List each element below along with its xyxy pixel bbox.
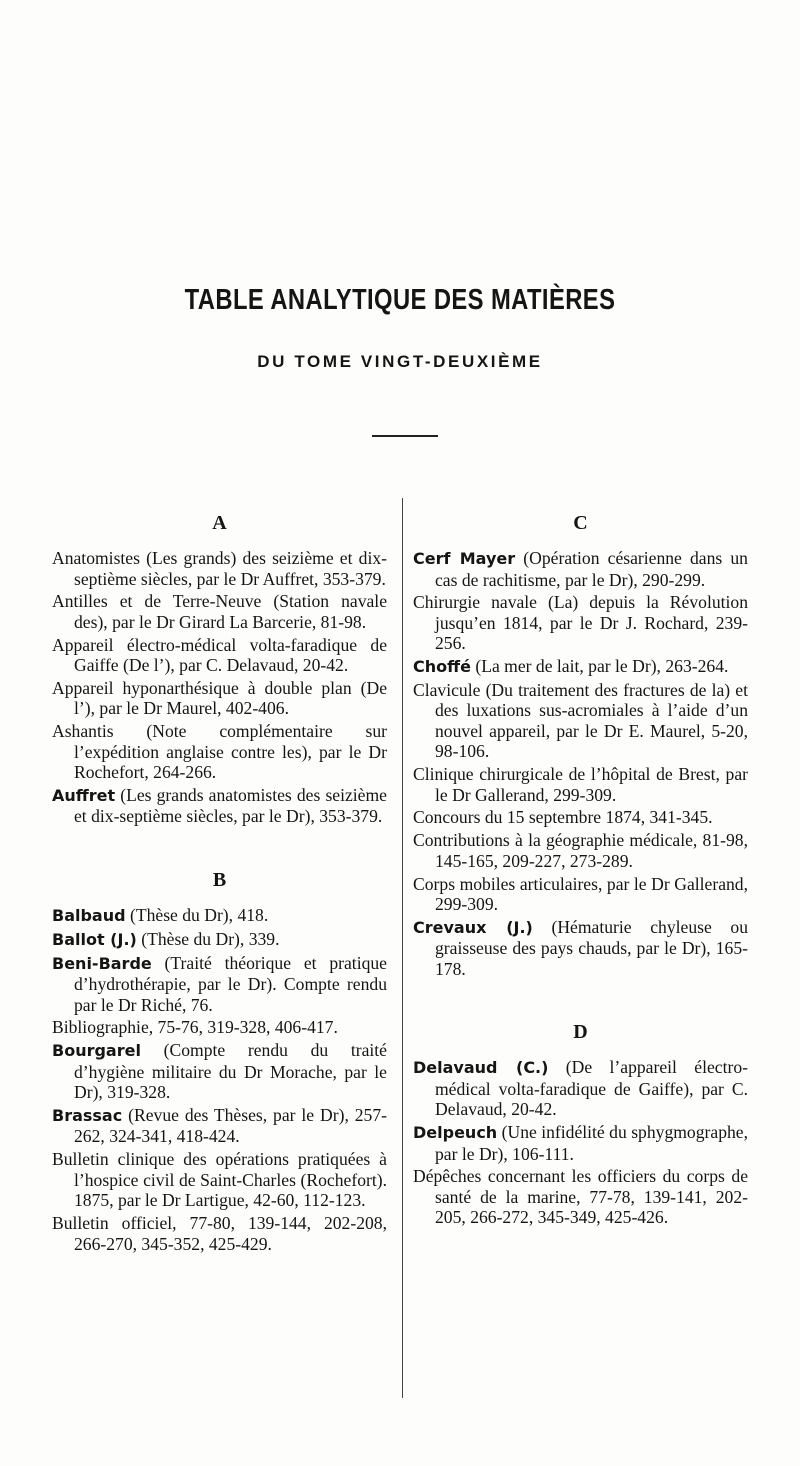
entry-headword: Bourgarel	[52, 1041, 141, 1061]
section-letter: C	[573, 512, 588, 534]
entry-headword: Beni-Barde	[52, 953, 152, 973]
entry-text: (Revue des Thèses, par le Dr), 257-262, 324-341, 418-424.	[74, 1104, 387, 1147]
index-entry	[413, 764, 748, 805]
index-entry	[52, 905, 387, 927]
entry-text: Clavicule (Du traitement des fractures de la) et des luxations sus-acromiales à l’aide d’un nouvel appareil, par le Dr E. Maurel, 5-20, 98-106.	[413, 679, 748, 762]
entry-text: Antilles et de Terre-Neuve (Station navale des), par le Dr Girard La Barcerie, 81-98.	[52, 591, 387, 632]
index-entry	[52, 548, 387, 589]
entry-text: (Traité théorique et pratique d’hydrothérapie, par le Dr). Compte rendu par le Dr Riché, 76.	[74, 952, 387, 1015]
index-entry	[52, 953, 387, 1016]
index-entry	[52, 1213, 387, 1254]
index-entry	[413, 1122, 748, 1164]
entry-headword: Balbaud	[52, 905, 126, 925]
entry-text: (La mer de lait, par le Dr), 263-264.	[470, 656, 729, 677]
entry-text: (Les grands anatomistes des seizième et dix-septième siècles, par le Dr), 353-379.	[74, 784, 387, 827]
index-entry	[413, 874, 748, 915]
index-entry	[52, 635, 387, 676]
entry-text: Bulletin clinique des opérations pratiquées à l’hospice civil de Saint-Charles (Rochefort). 1875, par le Dr Lartigue, 42-60, 112-123.	[52, 1149, 387, 1211]
entry-text: (Compte rendu du traité d’hygiène militaire du Dr Morache, par le Dr), 319-328.	[74, 1040, 387, 1103]
entry-text: (Thèse du Dr), 339.	[136, 928, 280, 949]
entry-headword: Auffret	[52, 785, 116, 805]
index-entry	[52, 678, 387, 719]
entry-text: Corps mobiles articulaires, par le Dr Gallerand, 299-309.	[413, 873, 748, 915]
page-title: TABLE ANALYTIQUE DES MATIÈRES	[184, 284, 616, 316]
entry-text: Contributions à la géographie médicale, 81-98, 145-165, 209-227, 273-289.	[413, 830, 748, 871]
entry-text: (Une infidélité du sphygmographe, par le Dr), 106-111.	[435, 1122, 748, 1164]
index-entry	[52, 1105, 387, 1147]
index-entry	[413, 1057, 748, 1120]
entry-text: (Opération césarienne dans un cas de rachitisme, par le Dr), 290-299.	[435, 548, 748, 590]
entry-text: (Thèse du Dr), 418.	[125, 904, 269, 925]
index-entry	[52, 1040, 387, 1103]
index-entry	[413, 917, 748, 980]
index-entry	[52, 721, 387, 783]
index-entry	[413, 548, 748, 590]
entry-text: Clinique chirurgicale de l’hôpital de Brest, par le Dr Gallerand, 299-309.	[413, 764, 748, 805]
index-entry	[413, 592, 748, 654]
title-rule	[372, 435, 438, 437]
entry-text: Bulletin officiel, 77-80, 139-144, 202-208, 266-270, 345-352, 425-429.	[52, 1213, 387, 1254]
entry-text: Appareil électro-médical volta-faradique de Gaiffe (De l’), par C. Delavaud, 20-42.	[52, 634, 387, 676]
entry-text: Bibliographie, 75-76, 319-328, 406-417.	[52, 1017, 338, 1038]
entry-headword: Cerf Mayer	[413, 549, 516, 568]
right-column	[413, 510, 748, 1230]
entry-text: Anatomistes (Les grands) des seizième et dix-septième siècles, par le Dr Auffret, 353-379.	[52, 548, 387, 589]
index-entry	[413, 1166, 748, 1228]
index-entry	[52, 591, 387, 632]
index-entry	[52, 785, 387, 827]
entry-text: Appareil hyponarthésique à double plan (De l’), par le Dr Maurel, 402-406.	[52, 677, 387, 719]
section-letter: A	[212, 512, 227, 534]
entry-headword: Delavaud (C.)	[413, 1058, 549, 1078]
left-column	[52, 510, 387, 1256]
entry-text: Dépêches concernant les officiers du corps de santé de la marine, 77-78, 139-141, 202-205, 266-272, 345-349, 425-426.	[413, 1166, 748, 1228]
index-entry	[52, 929, 387, 951]
section-letter: D	[573, 1021, 588, 1044]
entry-text: Concours du 15 septembre 1874, 341-345.	[413, 807, 713, 828]
page-subtitle: DU TOME VINGT-DEUXIÈME	[257, 352, 543, 371]
index-entry	[52, 1149, 387, 1211]
entry-text: Chirurgie navale (La) depuis la Révolution jusqu’en 1814, par le Dr J. Rochard, 239-256.	[413, 592, 748, 654]
entry-headword: Choffé	[413, 657, 471, 677]
index-entry	[413, 656, 748, 678]
entry-headword: Delpeuch	[413, 1123, 498, 1143]
entry-text: (De l’appareil électro-médical volta-faradique de Gaiffe), par C. Delavaud, 20-42.	[435, 1057, 748, 1120]
entry-headword: Brassac	[52, 1105, 123, 1125]
index-entry	[413, 807, 748, 828]
entry-headword: Crevaux (J.)	[413, 917, 533, 937]
index-entry	[413, 680, 748, 762]
entry-headword: Ballot (J.)	[52, 929, 137, 949]
index-entry	[52, 1017, 387, 1038]
index-entry	[413, 830, 748, 871]
column-divider	[402, 498, 403, 1398]
entry-text: Ashantis (Note complémentaire sur l’expédition anglaise contre les), par le Dr Rochefort, 264-266.	[52, 721, 387, 783]
entry-text: (Hématurie chyleuse ou graisseuse des pays chauds, par le Dr), 165-178.	[435, 916, 748, 979]
section-letter: B	[212, 868, 227, 891]
